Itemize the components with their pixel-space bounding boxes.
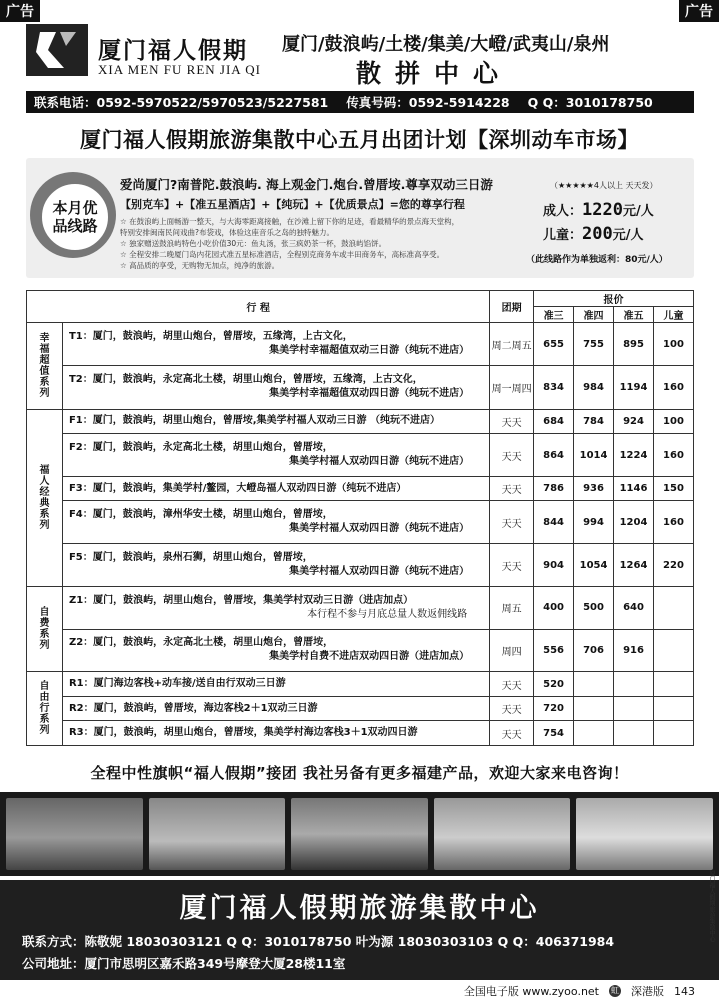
- price-p3: 786: [534, 476, 574, 501]
- route-desc: F1：厦门，鼓浪屿，胡里山炮台，曾厝垵,集美学村福人双动三日游 （纯玩不进店）: [62, 409, 489, 434]
- route-desc: F3：厦门，鼓浪屿，集美学村/鳌园，大嶝岛福人双动四日游（纯玩不进店）: [62, 476, 489, 501]
- price-p4: 936: [574, 476, 614, 501]
- price-child: [653, 586, 693, 629]
- departure-days: 天天: [490, 721, 534, 746]
- departure-days: 天天: [490, 501, 534, 544]
- child-price: 儿童：200元/人: [543, 224, 644, 244]
- price-p4: 1054: [574, 544, 614, 587]
- price-p3: 904: [534, 544, 574, 587]
- header: [26, 22, 694, 90]
- departure-days: 周二周五: [490, 323, 534, 366]
- price-p4: [574, 672, 614, 697]
- price-p4: [574, 721, 614, 746]
- price-p4: 984: [574, 366, 614, 409]
- photo-statue: [149, 798, 286, 870]
- header-col-4star: 准四: [574, 307, 614, 323]
- brand-name-en: XIA MEN FU REN JIA QI: [98, 62, 261, 77]
- featured-route-tag: （★★★★★4人以上 天天发）: [550, 181, 658, 190]
- bottom-bar: [0, 982, 719, 1000]
- series-label: 自费系列: [27, 586, 63, 671]
- price-child: [653, 672, 693, 697]
- photo-building: [576, 798, 713, 870]
- contact-phone: 联系电话：0592-5970522/5970523/5227581: [34, 95, 329, 110]
- price-p5: 895: [614, 323, 654, 366]
- price-p3: 684: [534, 409, 574, 434]
- hub-title: 散拼中心: [356, 59, 513, 88]
- price-p3: 556: [534, 629, 574, 672]
- note-line: 特别安排闽南民间戏曲?布袋戏，体验这座音乐之岛的独特魅力。: [120, 228, 334, 237]
- table-row: [27, 586, 694, 629]
- photo-cannon: [291, 798, 428, 870]
- price-p4: [574, 696, 614, 721]
- header-col-3star: 准三: [534, 307, 574, 323]
- price-p4: 500: [574, 586, 614, 629]
- price-p5: 924: [614, 409, 654, 434]
- site-url[interactable]: 全国电子版 www.zyoo.net: [463, 985, 599, 998]
- table-row: [27, 476, 694, 501]
- price-p5: 916: [614, 629, 654, 672]
- featured-badge: 本月优品线路: [40, 182, 110, 252]
- price-p3: 720: [534, 696, 574, 721]
- price-child: 100: [653, 323, 693, 366]
- price-p3: 844: [534, 501, 574, 544]
- table-row: [27, 501, 694, 544]
- route-desc: F4：厦门，鼓浪屿，漳州华安土楼，胡里山炮台，曾厝垵， 集美学村福人双动四日游（纯玩不进店）: [62, 501, 489, 544]
- price-p3: 864: [534, 434, 574, 477]
- ad-label-right: 广告: [679, 0, 719, 22]
- price-p4: 1014: [574, 434, 614, 477]
- note-line: ☆ 高品质的享受，无购物无加点，纯净的旅游。: [120, 261, 280, 270]
- price-p3: 655: [534, 323, 574, 366]
- table-row: [27, 672, 694, 697]
- departure-days: 天天: [490, 434, 534, 477]
- departure-days: 天天: [490, 544, 534, 587]
- price-p5: 1194: [614, 366, 654, 409]
- photo-strip: [0, 792, 719, 876]
- route-desc: R2：厦门，鼓浪屿，曾厝垵，海边客栈2＋1双动三日游: [62, 696, 489, 721]
- featured-route-name: 爱尚厦门?南普陀.鼓浪屿. 海上观金门.炮台.曾厝垵.尊享双动三日游: [120, 177, 493, 192]
- brand-logo-icon: [26, 24, 88, 76]
- table-row: [27, 696, 694, 721]
- price-p4: 784: [574, 409, 614, 434]
- series-label: 幸福超值系列: [27, 323, 63, 410]
- adult-price: 成人：1220元/人: [543, 200, 654, 220]
- departure-days: 天天: [490, 409, 534, 434]
- featured-route-highlights: 【别克车】+【准五星酒店】+【纯玩】+【优质景点】=您的尊享行程: [120, 198, 465, 211]
- price-p5: [614, 672, 654, 697]
- route-desc: Z1：厦门，鼓浪屿，胡里山炮台，曾厝垵，集美学村双动三日游（进店加点） 本行程不参与月底总量人数返佣线路: [62, 586, 489, 629]
- table-row: [27, 434, 694, 477]
- departure-days: 周一周四: [490, 366, 534, 409]
- table-row: [27, 323, 694, 366]
- edition-circle-icon: 虹: [611, 986, 619, 995]
- contact-bar: [26, 91, 694, 113]
- photo-pagoda: [6, 798, 143, 870]
- table-row: [27, 721, 694, 746]
- price-p5: [614, 696, 654, 721]
- table-row: [27, 629, 694, 672]
- table-row: [27, 366, 694, 409]
- note-line: ☆ 在鼓浪屿上面畅游一整天，与大海零距离接触，在沙滩上留下你的足迹，看最精华的景点海天堂构，: [120, 217, 460, 226]
- price-child: 150: [653, 476, 693, 501]
- contact-qq: Q Q：3010178750: [527, 95, 653, 110]
- route-desc: T2：厦门，鼓浪屿，永定高北土楼，胡里山炮台，曾厝垵，五缘湾，上古文化， 集美学村幸福超值双动四日游（纯玩不进店）: [62, 366, 489, 409]
- price-child: [653, 696, 693, 721]
- header-price: 报价: [534, 291, 694, 307]
- route-desc: F5：厦门，鼓浪屿，泉州石狮，胡里山炮台，曾厝垵， 集美学村福人双动四日游（纯玩不进店）: [62, 544, 489, 587]
- price-child: 160: [653, 501, 693, 544]
- departure-days: 周五: [490, 586, 534, 629]
- plan-title: 厦门福人假期旅游集散中心五月出团计划【深圳动车市场】: [80, 128, 639, 152]
- note-line: ☆ 独家赠送鼓浪屿特色小吃价值30元：鱼丸汤，张三疯奶茶一杯，鼓浪屿馅饼。: [120, 239, 387, 248]
- footer: [0, 880, 719, 980]
- price-p4: 706: [574, 629, 614, 672]
- price-p5: 1204: [614, 501, 654, 544]
- departure-days: 周四: [490, 629, 534, 672]
- route-desc: Z2：厦门，鼓浪屿，永定高北土楼，胡里山炮台，曾厝垵， 集美学村自费不进店双动四日游（进店加点）: [62, 629, 489, 672]
- route-desc: R3：厦门，鼓浪屿，胡里山炮台，曾厝垵，集美学村海边客栈3＋1双动四日游: [62, 721, 489, 746]
- price-child: 160: [653, 366, 693, 409]
- price-p5: 1146: [614, 476, 654, 501]
- series-label: 福人经典系列: [27, 409, 63, 586]
- contact-fax: 传真号码：0592-5914228: [346, 95, 510, 110]
- table-row: [27, 409, 694, 434]
- departure-days: 天天: [490, 476, 534, 501]
- ad-label-left: 广告: [0, 0, 40, 22]
- price-p5: 640: [614, 586, 654, 629]
- price-p3: 400: [534, 586, 574, 629]
- price-p4: 755: [574, 323, 614, 366]
- price-child: [653, 629, 693, 672]
- route-desc: T1：厦门，鼓浪屿，胡里山炮台，曾厝垵，五缘湾，上古文化， 集美学村幸福超值双动三日游（纯玩不进店）: [62, 323, 489, 366]
- photo-pavilion: [434, 798, 571, 870]
- rebate-note: （此线路作为单独返利：80元/人）: [526, 255, 668, 265]
- edition-name: 深港版: [631, 985, 664, 998]
- series-label: 自由行系列: [27, 672, 63, 746]
- destinations: 厦门/鼓浪屿/土楼/集美/大嶝/武夷山/泉州: [282, 34, 610, 55]
- price-p3: 834: [534, 366, 574, 409]
- departure-days: 天天: [490, 696, 534, 721]
- header-departure: 团期: [490, 291, 534, 323]
- header-route: 行 程: [27, 291, 490, 323]
- departure-days: 天天: [490, 672, 534, 697]
- brand-name-cn: 厦门福人假期: [98, 37, 248, 64]
- table-row: [27, 544, 694, 587]
- price-p5: 1264: [614, 544, 654, 587]
- header-col-5star: 准五: [614, 307, 654, 323]
- price-child: 160: [653, 434, 693, 477]
- price-p4: 994: [574, 501, 614, 544]
- footer-title: 厦门福人假期旅游集散中心: [179, 893, 540, 924]
- footer-address: 公司地址：厦门市思明区嘉禾路349号摩登大厦28楼11室: [22, 956, 346, 971]
- page-number: 143: [674, 984, 695, 998]
- price-p3: 754: [534, 721, 574, 746]
- slogan: 全程中性旗帜“福人假期”接团 我社另备有更多福建产品，欢迎大家来电咨询！: [90, 764, 629, 782]
- price-child: 220: [653, 544, 693, 587]
- route-desc: F2：厦门，鼓浪屿，永定高北土楼，胡里山炮台，曾厝垵， 集美学村福人双动四日游（纯玩不进店）: [62, 434, 489, 477]
- price-p5: 1224: [614, 434, 654, 477]
- side-text: 厦门福人假期旅游集散中心: [708, 870, 715, 942]
- route-price-table: [26, 290, 694, 746]
- header-col-child: 儿童: [653, 307, 693, 323]
- footer-contact: 联系方式：陈敬妮 18030303121 Q Q：3010178750 叶为源 18030303103 Q Q：406371984: [22, 934, 615, 949]
- price-p3: 520: [534, 672, 574, 697]
- note-line: ☆ 全程安排二晚厦门岛内花园式准五星标准酒店，全程别克商务车或丰田商务车，高标准高享受。: [120, 250, 445, 259]
- price-child: [653, 721, 693, 746]
- price-child: 100: [653, 409, 693, 434]
- featured-route-notes: [120, 216, 459, 271]
- route-desc: R1：厦门海边客栈+动车接/送自由行双动三日游: [62, 672, 489, 697]
- price-p5: [614, 721, 654, 746]
